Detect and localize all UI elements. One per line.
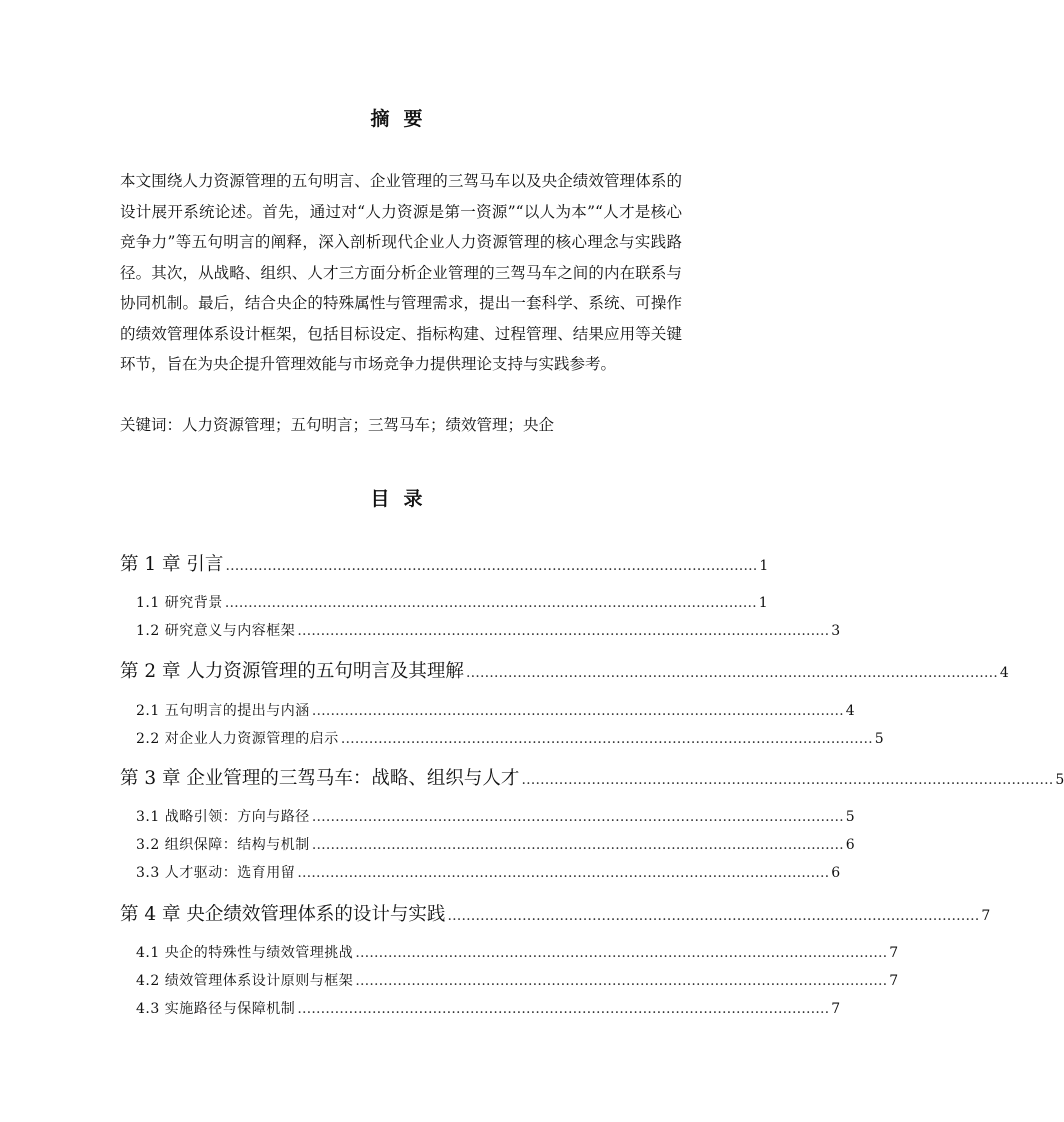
toc-dot-leader: …………………………………………………………………………………………………… [297,865,830,881]
toc-dot-leader: …………………………………………………………………………………………………… [340,731,873,747]
toc-page-number: 7 [831,1001,841,1017]
toc-section-4-1[interactable] [136,942,899,962]
toc-dot-leader: …………………………………………………………………………………………………… [311,809,844,825]
toc-chapter-1[interactable] [120,550,769,576]
toc-entry-title: 3.2 组织保障：结构与机制 [136,837,310,853]
toc-page-number: 1 [759,558,769,574]
toc-section-2-2[interactable] [136,728,885,748]
toc-page-number: 6 [845,837,856,853]
toc-dot-leader: …………………………………………………………………………………………………… [225,558,758,574]
toc-page-number: 4 [999,665,1009,681]
toc-entry-title: 2.2 对企业人力资源管理的启示 [136,731,339,747]
toc-entry-title: 第 2 章 人力资源管理的五句明言及其理解 [120,661,464,682]
toc-entry-title: 1.2 研究意义与内容框架 [136,623,296,639]
toc-entry-title: 3.3 人才驱动：选育用留 [136,865,296,881]
toc-entry-title: 4.1 央企的特殊性与绩效管理挑战 [136,945,354,961]
toc-entry-title: 1.1 研究背景 [136,595,223,611]
toc-page-number: 6 [831,865,841,881]
toc-chapter-3[interactable] [120,764,1064,790]
toc-dot-leader: …………………………………………………………………………………………………… [447,908,980,924]
toc-heading: 目录 [370,488,437,510]
toc-section-2-1[interactable] [136,700,856,720]
toc-dot-leader: …………………………………………………………………………………………………… [297,1001,830,1017]
toc-page-number: 3 [831,623,841,639]
abstract-heading: 摘要 [370,108,437,130]
toc-chapter-4[interactable] [120,900,991,926]
toc-dot-leader: …………………………………………………………………………………………………… [355,945,888,961]
toc-page-number: 5 [874,731,885,747]
toc-page-number: 4 [845,703,856,719]
toc-section-4-3[interactable] [136,998,841,1018]
toc-entry-title: 4.3 实施路径与保障机制 [136,1001,296,1017]
toc-dot-leader: …………………………………………………………………………………………………… [355,973,888,989]
keywords-line: 关键词：人力资源管理；五句明言；三驾马车；绩效管理；央企 [120,416,555,434]
toc-dot-leader: …………………………………………………………………………………………………… [311,837,844,853]
toc-page-number: 7 [889,945,899,961]
toc-entry-title: 第 4 章 央企绩效管理体系的设计与实践 [120,904,446,925]
toc-section-1-2[interactable] [136,620,841,640]
abstract-body [120,166,682,380]
toc-entry-title: 第 1 章 引言 [120,554,224,575]
toc-page-number: 5 [845,809,856,825]
toc-dot-leader: …………………………………………………………………………………………………… [465,665,998,681]
toc-section-3-2[interactable] [136,834,856,854]
toc-entry-title: 3.1 战略引领：方向与路径 [136,809,310,825]
toc-dot-leader: …………………………………………………………………………………………………… [297,623,830,639]
toc-dot-leader: …………………………………………………………………………………………………… [311,703,844,719]
abstract-paragraph: 本文围绕人力资源管理的五句明言、企业管理的三驾马车以及央企绩效管理体系的设计展开系统论述。首先，通过对“人力资源是第一资源”“以人为本”“人才是核心竞争力”等五句明言的阐释，深入剖析现代企业人力资源管理的核心理念与实践路径。其次，从战略、组织、人才三方面分析企业管理的三驾马车之间的内在联系与协同机制。最后，结合央企的特殊属性与管理需求，提出一套科学、系统、可操作的绩效管理体系设计框架，包括目标设定、指标构建、过程管理、结果应用等关键环节，旨在为央企提升管理效能与市场竞争力提供理论支持与实践参考。 [120,172,682,373]
toc-entry-title: 第 3 章 企业管理的三驾马车：战略、组织与人才 [120,768,520,789]
toc-chapter-2[interactable] [120,657,1009,683]
toc-section-4-2[interactable] [136,970,899,990]
toc-section-1-1[interactable] [136,592,769,612]
toc-entry-title: 4.2 绩效管理体系设计原则与框架 [136,973,354,989]
toc-section-3-3[interactable] [136,862,841,882]
toc-dot-leader: …………………………………………………………………………………………………… [521,772,1054,788]
toc-page-number: 5 [1055,772,1064,788]
toc-page-number: 7 [889,973,899,989]
toc-entry-title: 2.1 五句明言的提出与内涵 [136,703,310,719]
toc-section-3-1[interactable] [136,806,856,826]
toc-page-number: 1 [758,595,769,611]
toc-dot-leader: …………………………………………………………………………………………………… [224,595,757,611]
toc-page-number: 7 [981,908,991,924]
